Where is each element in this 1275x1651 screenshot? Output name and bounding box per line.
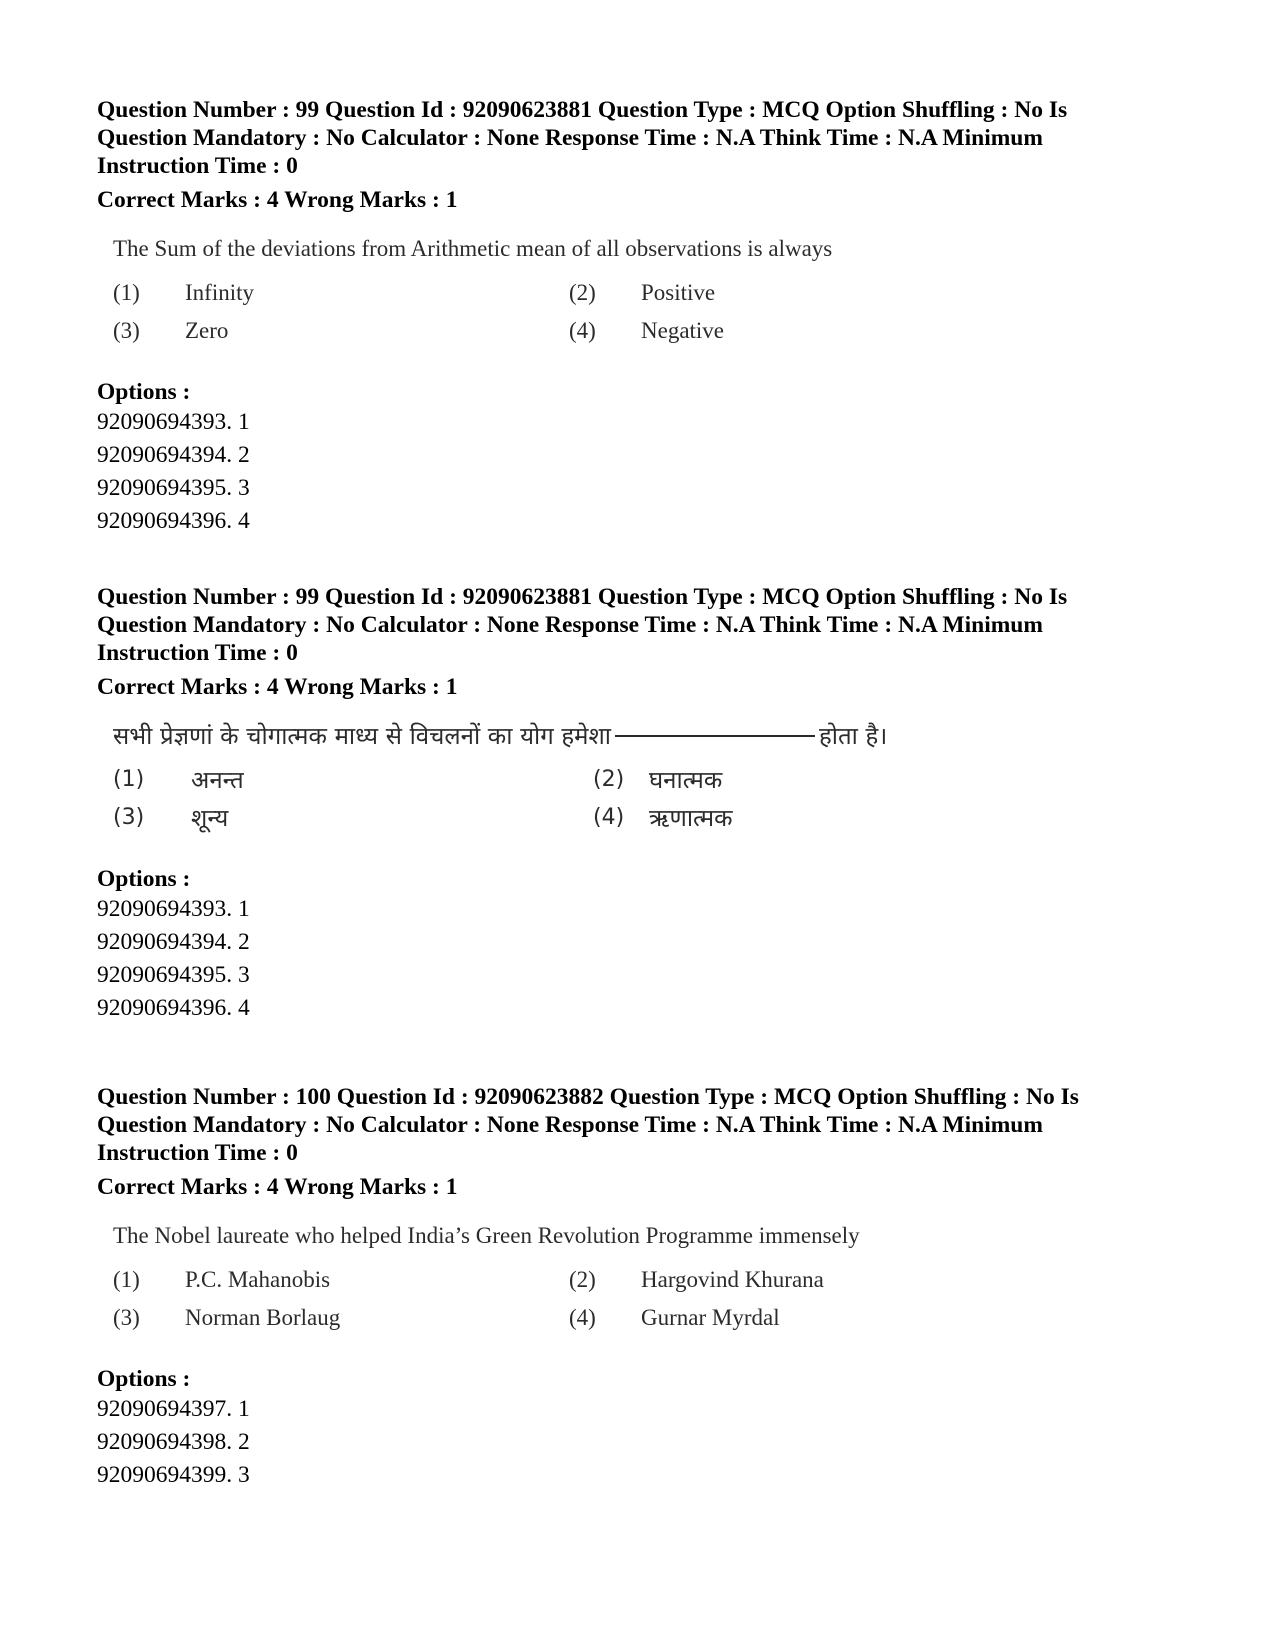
options-title: Options : [97,866,191,892]
marks-line: Correct Marks : 4 Wrong Marks : 1 [97,674,458,700]
question-header: Question Number : 100 Question Id : 92090623882 Question Type : MCQ Option Shuffling : No Is Question Mandatory : No Calculator : None Response Time : N.A Think Time : N.A Minimum Instruction Time : 0 [97,1084,1079,1166]
option-row: 92090694398. 2 [97,1429,250,1455]
option-row: 92090694394. 2 [97,929,250,955]
choice-number: (4) [569,1305,596,1330]
choice-2 [569,278,969,308]
choice-4 [569,316,969,346]
option-row: 92090694393. 1 [97,409,250,435]
option-row: 92090694397. 1 [97,1396,250,1422]
question-header: Question Number : 99 Question Id : 92090623881 Question Type : MCQ Option Shuffling : No Is Question Mandatory : No Calculator : None Response Time : N.A Think Time : N.A Minimum Instruction Time : 0 [97,97,1068,179]
marks-line: Correct Marks : 4 Wrong Marks : 1 [97,187,458,213]
option-row: 92090694394. 2 [97,442,250,468]
question-text [113,721,1187,751]
choice-1 [113,1265,569,1295]
choice-1 [113,278,569,308]
choice-3 [113,1303,569,1333]
choice-text: शून्य [191,804,229,832]
question-body [113,721,1187,833]
choice-number: (4) [593,805,625,830]
choice-number: (1) [113,280,140,305]
choice-1 [113,765,593,795]
choice-number: (3) [113,805,145,830]
fill-blank-line [615,735,815,737]
choice-text: P.C. Mahanobis [185,1267,331,1292]
choice-number: (4) [569,318,596,343]
choice-text: Norman Borlaug [185,1305,341,1330]
choice-4 [569,1303,969,1333]
choice-4 [593,803,993,833]
option-row: 92090694395. 3 [97,962,250,988]
choice-text: घनात्मक [649,766,723,794]
options-title: Options : [97,379,191,405]
choice-text: Gurnar Myrdal [641,1305,780,1330]
choice-3 [113,803,593,833]
choice-number: (2) [569,1267,596,1292]
choice-2 [593,765,993,795]
choice-number: (2) [569,280,596,305]
question-body [113,234,1187,346]
choice-grid [113,765,1187,833]
choice-text: Positive [641,280,716,305]
question-block-3 [97,1083,1187,1492]
choice-2 [569,1265,969,1295]
choice-text: अनन्त [191,766,244,794]
choice-number: (3) [113,1305,140,1330]
option-row: 92090694399. 3 [97,1462,250,1488]
option-row: 92090694395. 3 [97,475,250,501]
choice-text: Zero [185,318,229,343]
choice-text: Infinity [185,280,254,305]
options-title: Options : [97,1366,191,1392]
option-row: 92090694396. 4 [97,995,250,1021]
question-text: The Nobel laureate who helped India’s Green Revolution Programme immensely [113,1223,860,1248]
choice-grid [113,278,1187,346]
choice-text: Negative [641,318,725,343]
choice-number: (1) [113,1267,140,1292]
choice-grid [113,1265,1187,1333]
choice-number: (2) [593,767,625,792]
question-body [113,1221,1187,1333]
question-text: The Sum of the deviations from Arithmetic mean of all observations is always [113,236,833,261]
choice-number: (3) [113,318,140,343]
option-row: 92090694396. 4 [97,508,250,534]
choice-number: (1) [113,767,145,792]
question-text-after: होता है। [819,722,888,750]
choice-text: ऋणात्मक [649,804,733,832]
question-header: Question Number : 99 Question Id : 92090623881 Question Type : MCQ Option Shuffling : No Is Question Mandatory : No Calculator : None Response Time : N.A Think Time : N.A Minimum Instruction Time : 0 [97,584,1068,666]
option-row: 92090694393. 1 [97,896,250,922]
question-block-1 [97,96,1187,538]
choice-3 [113,316,569,346]
question-block-2 [97,583,1187,1025]
question-text-before: सभी प्रेज्ञणां के चोगात्मक माध्य से विचलनों का योग हमेशा [113,722,611,750]
marks-line: Correct Marks : 4 Wrong Marks : 1 [97,1174,458,1200]
choice-text: Hargovind Khurana [641,1267,824,1292]
